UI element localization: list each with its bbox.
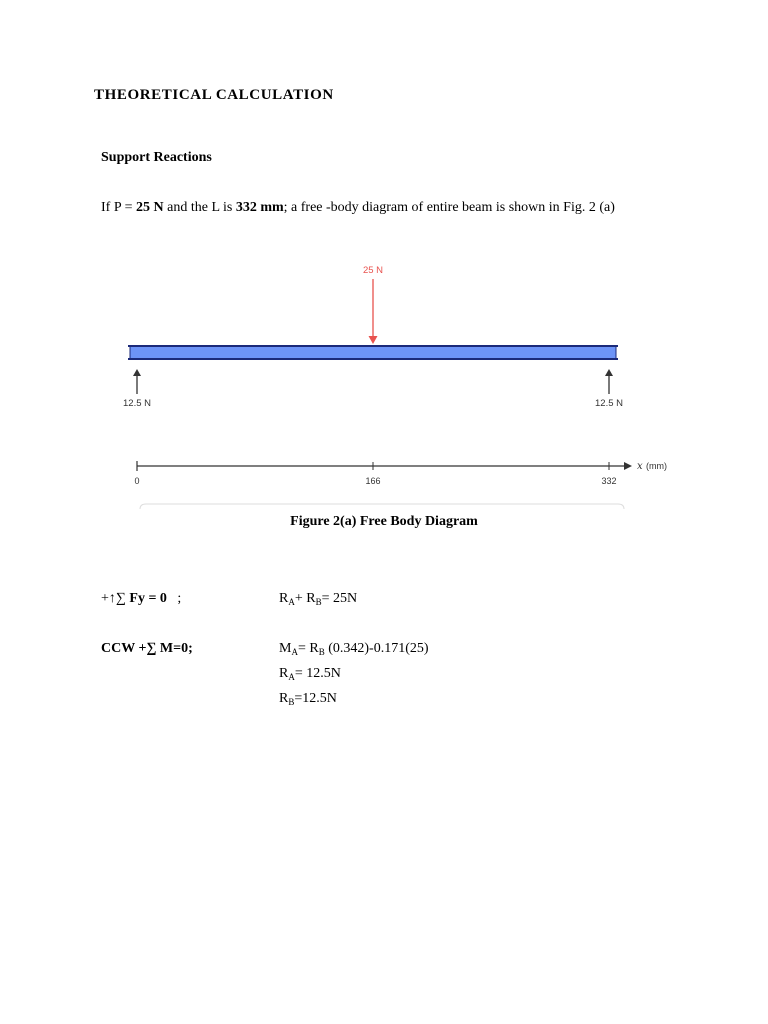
- sum-m-label: CCW +∑ M=0;: [101, 641, 193, 656]
- rb-result-symbol: R: [279, 691, 289, 706]
- free-body-diagram: [0, 255, 768, 515]
- sum-fy-prefix: +↑∑: [101, 591, 130, 606]
- rb-result-sub: B: [288, 697, 295, 707]
- sum-fy-ra-sub: A: [288, 597, 295, 607]
- moment-mid: = R: [297, 641, 319, 656]
- sum-fy-bold: Fy = 0: [129, 591, 167, 606]
- intro-p-value: 25 N: [136, 200, 164, 215]
- x-axis-label-unit: (mm): [646, 461, 667, 471]
- moment-rhs: (0.342)-0.171(25): [324, 641, 429, 656]
- reaction-left-label: 12.5 N: [123, 398, 151, 409]
- load-arrow-head: [369, 336, 378, 344]
- figure-caption: Figure 2(a) Free Body Diagram: [290, 514, 478, 529]
- sum-fy-ra-symbol: R: [279, 591, 289, 606]
- x-axis-arrow-head: [624, 462, 632, 470]
- page-heading: THEORETICAL CALCULATION: [94, 87, 334, 103]
- sum-fy-rb-sub: B: [315, 597, 322, 607]
- sum-fy-suffix: ;: [166, 591, 182, 606]
- intro-prefix: If P =: [101, 200, 136, 215]
- intro-suffix: ; a free -body diagram of entire beam is shown in Fig. 2 (a): [283, 200, 615, 215]
- moment-equation: [279, 641, 429, 657]
- x-axis-tick-label-166: 166: [365, 476, 381, 486]
- ra-result-sub: A: [288, 672, 295, 682]
- sum-fy-rhs: = 25N: [321, 591, 358, 606]
- intro-paragraph: [101, 200, 615, 216]
- reaction-right-head: [605, 369, 613, 376]
- x-axis-label-var: x: [637, 461, 643, 472]
- sum-fy-label: [101, 591, 181, 607]
- figure-frame-bottom: [140, 504, 624, 509]
- x-axis-tick-label-0: 0: [134, 476, 140, 486]
- x-axis-tick-label-332: 332: [601, 476, 617, 486]
- beam: [130, 346, 616, 359]
- rb-result: [279, 691, 337, 707]
- intro-l-value: 332 mm: [235, 200, 284, 215]
- load-label: 25 N: [362, 265, 384, 276]
- moment-m-sub: A: [291, 647, 298, 657]
- reaction-right-label: 12.5 N: [595, 398, 623, 409]
- rb-result-value: =12.5N: [294, 691, 337, 706]
- intro-middle: and the L is: [163, 200, 236, 215]
- ra-result: [279, 666, 341, 682]
- reaction-left-head: [133, 369, 141, 376]
- section-heading: Support Reactions: [101, 150, 212, 165]
- moment-rb-sub: B: [318, 647, 325, 657]
- sum-fy-equation: [279, 591, 357, 607]
- ra-result-value: = 12.5N: [294, 666, 341, 681]
- sum-fy-plus-rb: + R: [294, 591, 316, 606]
- moment-m-symbol: M: [279, 641, 292, 656]
- ra-result-symbol: R: [279, 666, 289, 681]
